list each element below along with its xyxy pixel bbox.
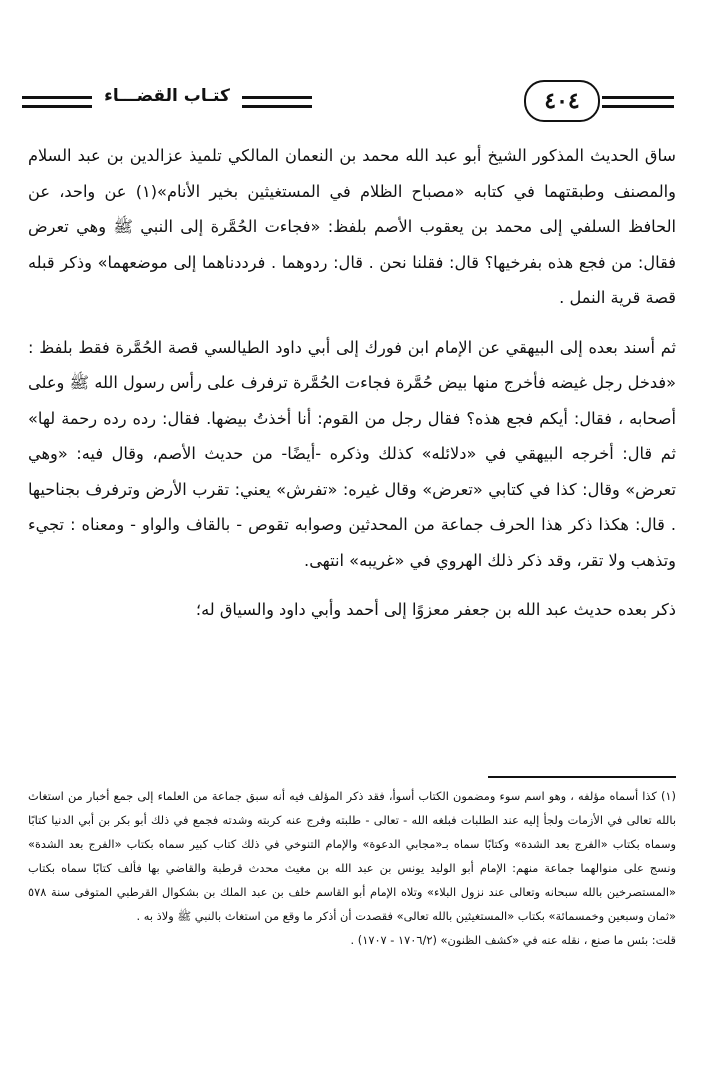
footnotes xyxy=(28,784,676,952)
main-text xyxy=(28,138,676,628)
page-header xyxy=(22,80,674,128)
chapter-title: كتـاب القضـــاء xyxy=(104,86,230,106)
header-rule-right xyxy=(602,96,674,108)
paragraph: ثم أسند بعده إلى البيهقي عن الإمام ابن فورك إلى أبي داود الطيالسي قصة الحُمَّرة فقط بلفظ : «فدخل رجل غيضه فأخرج منها بيض حُمَّرة فجاءت الحُمَّرة ترفرف على رأس رسول الله ﷺ وعلى أصحابه ، فقال: أيكم فجع هذه؟ فقال رجل من القوم: أنا أخذتُ بيضها. فقال: رده رده رحمة لها» ثم قال: أخرجه البيهقي في «دلائله» كذلك وذكره -أيضًا- من حديث الأصم، وقال فيه: «وهي تعرض» وقال: كذا في كتابي «تعرض» وقال غيره: «تفرش» يعني: تقرب الأرض وترفرف بجناحيها . قال: هكذا ذكر هذا الحرف جماعة من المحدثين وصوابه تقوص - بالقاف والواو - ومعناه : تجيء وتذهب ولا تقر، وقد ذكر ذلك الهروي في «غريبه» انتهى. xyxy=(28,337,676,570)
paragraph: ساق الحديث المذكور الشيخ أبو عبد الله محمد بن النعمان المالكي تلميذ عزالدين بن عبد السلام والمصنف وطبقتهما في كتابه «مصباح الظلام في المستغيثين بخير الأنام»(١) عن واحد، عن الحافظ السلفي إلى محمد بن يعقوب الأصم بلفظ: «فجاءت الحُمَّرة إلى النبي ﷺ وهي تعرض فقال: من فجع هذه بفرخيها؟ قال: فقلنا نحن . قال: ردوهما . فرددناهما إلى موضعهما» وذكر قبله قصة قرية النمل . xyxy=(28,146,676,307)
paragraph: ذكر بعده حديث عبد الله بن جعفر معزوًا إلى أحمد وأبي داود والسياق له؛ xyxy=(195,600,676,619)
footnote-separator xyxy=(488,776,676,778)
header-rule-middle xyxy=(242,96,312,108)
header-rule-left xyxy=(22,96,92,108)
page-number: ٤٠٤ xyxy=(524,80,600,122)
footnote: قلت: بئس ما صنع ، نقله عنه في «كشف الظنون» (١٧٠٦/٢ - ١٧٠٧) . xyxy=(350,933,676,947)
footnote: (١) كذا أسماه مؤلفه ، وهو اسم سوء ومضمون الكتاب أسوأ، فقد ذكر المؤلف فيه أنه سبق جماعة من العلماء إلى جمع أخبار من استغاث بالله تعالى في الأزمات ولجأ إليه عند الطلبات فبلغه الله - تعالى - طلبته وفرج عنه كربته وشدته فجمع في ذلك أبو بكر بن أبي الدنيا كتابًا وسماه بكتاب «الفرج بعد الشدة» وكتابًا سماه بـ«مجابي الدعوة» والإمام التنوخي في ذلك كتاب كبير سماه بكتاب «الفرج بعد الشدة» ونسج على منوالهما جماعة منهم: الإمام أبو الوليد يونس بن عبد الله بن مغيث محدث قرطبة والقاضي بها فألف كتابًا سماه بكتاب «المستصرخين بالله سبحانه وتعالى عند نزول البلاء» وتلاه الإمام أبو القاسم خلف بن عبد الملك بن بشكوال القرطبي المتوفى سنة ٥٧٨ «ثمان وسبعين وخمسمائة» بكتاب «المستغيثين بالله تعالى» فقصدت أن أذكر ما وقع من استغاث بالنبي ﷺ ولاذ به . xyxy=(28,789,676,923)
